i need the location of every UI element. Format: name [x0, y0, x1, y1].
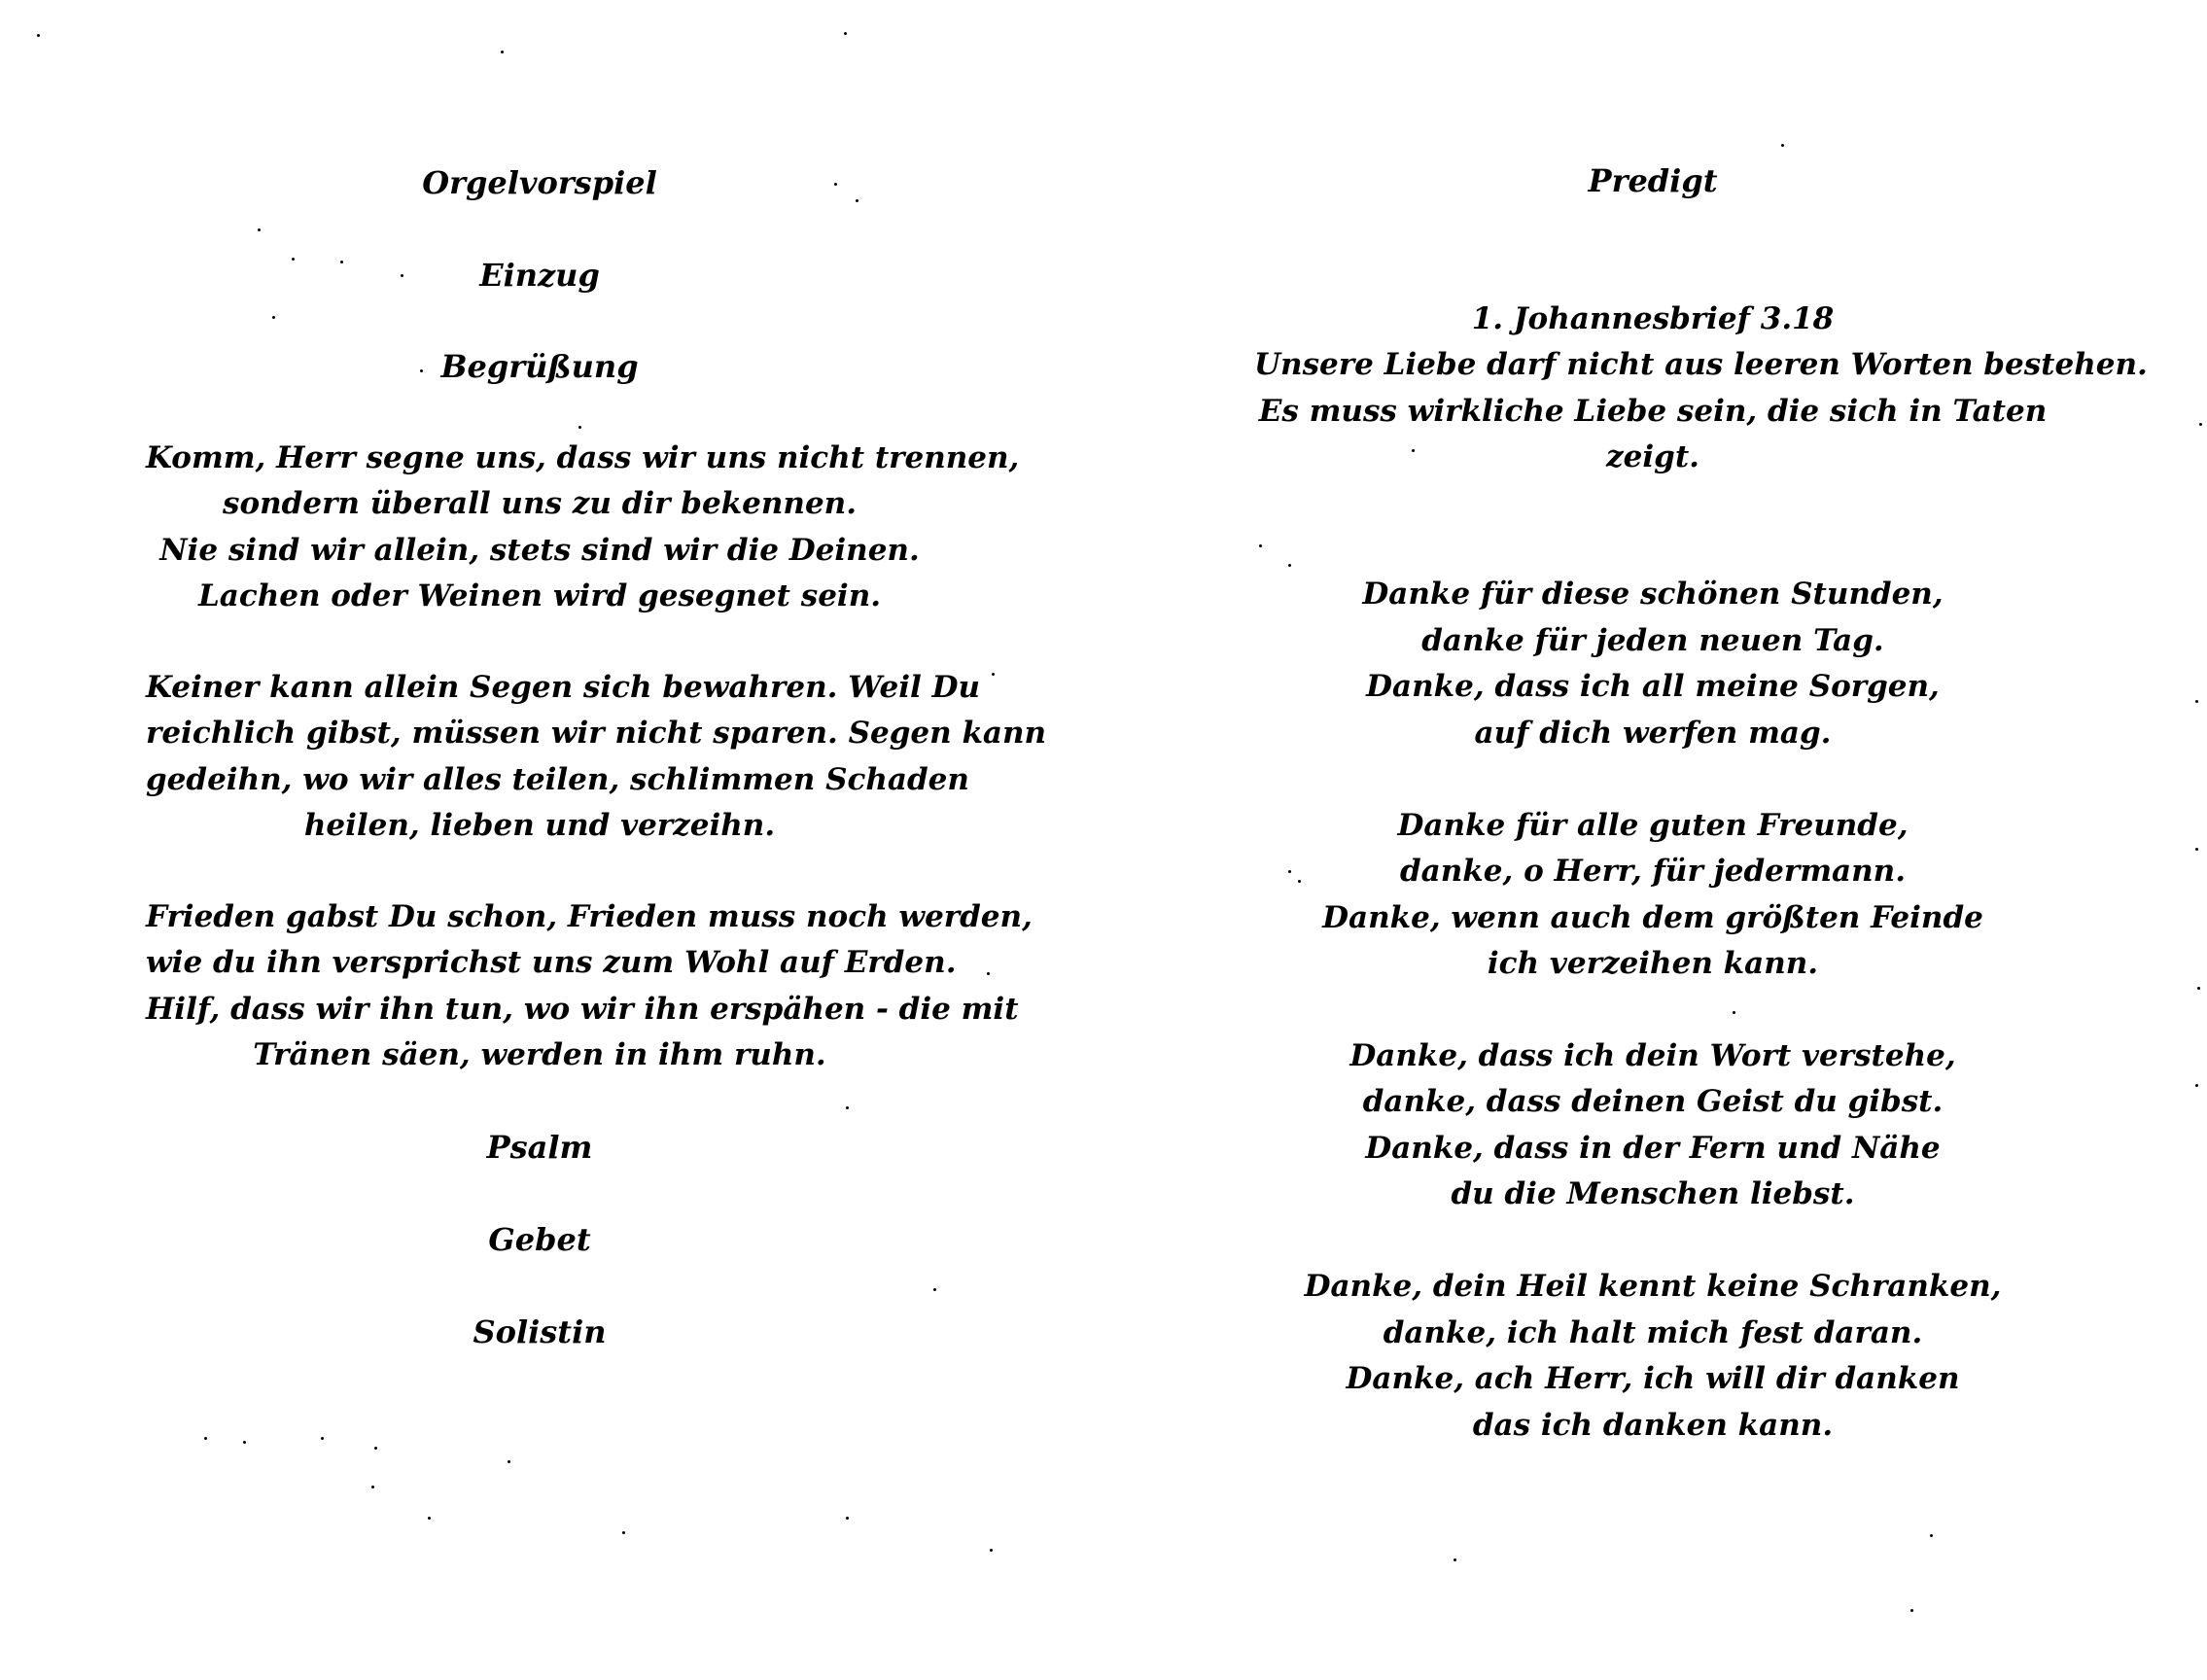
danke-stanza3-line-3: Danke, dass in der Fern und Nähe: [1365, 1131, 1941, 1166]
danke-stanza1-line-3: Danke, dass ich all meine Sorgen,: [1366, 669, 1940, 704]
danke-stanza4-line-2: danke, ich halt mich fest daran.: [1383, 1315, 1923, 1350]
stanza3-line-2: wie du ihn versprichst uns zum Wohl auf Erden.: [146, 945, 957, 980]
danke-stanza1-line-1: Danke für diese schönen Stunden,: [1362, 577, 1944, 612]
heading-begruessung: Begrüßung: [440, 348, 639, 385]
stanza3-line-4: Tränen säen, werden in ihm ruhn.: [253, 1037, 826, 1072]
danke-stanza4-line-4: das ich danken kann.: [1472, 1408, 1834, 1443]
danke-stanza4-line-1: Danke, dein Heil kennt keine Schranken,: [1304, 1269, 2002, 1304]
heading-gebet: Gebet: [488, 1221, 591, 1258]
scripture-line-2: Es muss wirkliche Liebe sein, die sich in Taten: [1258, 394, 2048, 429]
danke-stanza2-line-1: Danke für alle guten Freunde,: [1397, 808, 1909, 843]
heading-psalm: Psalm: [486, 1129, 593, 1166]
stanza1-line-3: Nie sind wir allein, stets sind wir die Deinen.: [159, 533, 920, 568]
stanza3-line-1: Frieden gabst Du schon, Frieden muss noch werden,: [146, 899, 1033, 934]
heading-predigt: Predigt: [1588, 162, 1718, 199]
danke-stanza1-line-2: danke für jeden neuen Tag.: [1421, 623, 1884, 658]
danke-stanza1-line-4: auf dich werfen mag.: [1474, 716, 1832, 751]
heading-orgelvorspiel: Orgelvorspiel: [422, 164, 657, 201]
stanza2-line-4: heilen, lieben und verzeihn.: [303, 808, 776, 843]
danke-stanza3-line-4: du die Menschen liebst.: [1451, 1176, 1855, 1211]
stanza1-line-1: Komm, Herr segne uns, dass wir uns nicht trennen,: [146, 440, 1020, 475]
scripture-line-1: Unsere Liebe darf nicht aus leeren Worten bestehen.: [1254, 347, 2148, 382]
danke-stanza2-line-2: danke, o Herr, für jedermann.: [1400, 854, 1906, 889]
stanza1-line-4: Lachen oder Weinen wird gesegnet sein.: [197, 578, 882, 613]
stanza2-line-2: reichlich gibst, müssen wir nicht sparen. Segen kann: [146, 716, 1047, 751]
heading-einzug: Einzug: [479, 257, 600, 294]
danke-stanza3-line-2: danke, dass deinen Geist du gibst.: [1362, 1084, 1944, 1119]
stanza2-line-3: gedeihn, wo wir alles teilen, schlimmen Schaden: [146, 762, 969, 797]
scripture-reference: 1. Johannesbrief 3.18: [1471, 301, 1835, 336]
danke-stanza4-line-3: Danke, ach Herr, ich will dir danken: [1346, 1361, 1960, 1396]
danke-stanza3-line-1: Danke, dass ich dein Wort verstehe,: [1349, 1038, 1956, 1073]
danke-stanza2-line-3: Danke, wenn auch dem größten Feinde: [1322, 900, 1983, 935]
stanza1-line-2: sondern überall uns zu dir bekennen.: [223, 486, 857, 521]
scripture-line-3: zeigt.: [1606, 439, 1699, 474]
stanza2-line-1: Keiner kann allein Segen sich bewahren. Weil Du: [146, 670, 980, 705]
stanza3-line-3: Hilf, dass wir ihn tun, wo wir ihn erspähen - die mit: [146, 992, 1019, 1027]
heading-solistin: Solistin: [473, 1313, 607, 1350]
danke-stanza2-line-4: ich verzeihen kann.: [1487, 946, 1819, 981]
